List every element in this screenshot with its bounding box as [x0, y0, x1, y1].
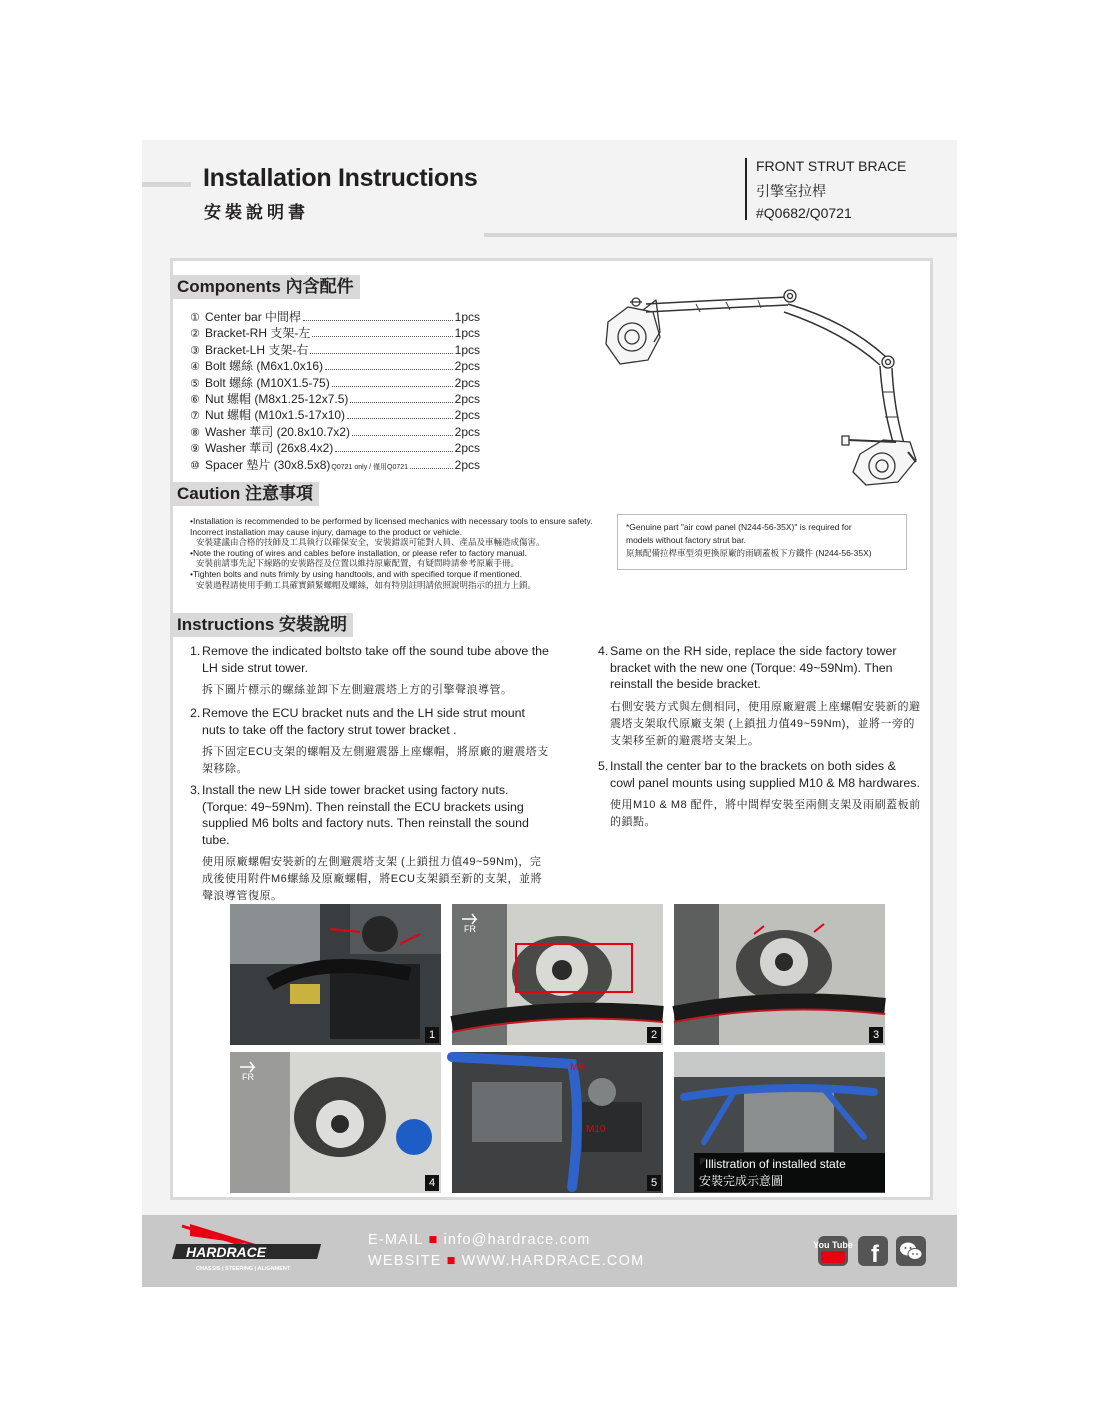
footer-email[interactable] [368, 1232, 591, 1248]
center-bar-diagonal [788, 304, 886, 357]
red-square: ■ [428, 1232, 439, 1248]
component-num: ① [190, 311, 200, 324]
step-zh: 拆下圖片標示的螺絲並卸下左側避震塔上方的引擎聲浪導管。 [202, 684, 513, 696]
title-english: Installation Instructions [203, 164, 478, 192]
component-num: ⑩ [190, 458, 200, 472]
website-value[interactable]: WWW.HARDRACE.COM [461, 1253, 645, 1269]
leader-dots [325, 368, 453, 370]
caution-zh: 安裝前請事先記下線路的安裝路徑及位置以維持原廠配置，有疑問時請參考原廠手冊。 [196, 558, 520, 569]
caution-item [190, 569, 605, 590]
facebook-icon[interactable] [858, 1236, 888, 1266]
step-zh: 使用M10 & M8 配件，將中間桿安裝至兩側支架及雨刷蓋板前的鎖點。 [610, 799, 921, 828]
hardrace-logo [172, 1222, 332, 1276]
component-name: Bolt 螺絲 (M10X1.5-75) [205, 375, 330, 390]
header-rule-right [484, 233, 957, 237]
component-item [190, 324, 480, 340]
component-qty: 2pcs [454, 424, 480, 439]
component-name: Bolt 螺絲 (M6x1.0x16) [205, 359, 324, 374]
photo-step-2 [452, 904, 663, 1045]
leader-dots [347, 417, 453, 419]
leader-dots [350, 401, 452, 403]
component-item [190, 374, 480, 390]
leader-dots [303, 319, 453, 321]
fr-label: FR [242, 1072, 254, 1082]
left-bracket-plate [606, 307, 660, 364]
caution-item [190, 516, 605, 548]
brand-text: HARDRACE [186, 1244, 267, 1260]
caution-zh: 安裝過程請使用手動工具確實鎖緊螺帽及螺絲，如有特別註明請依照說明指示的扭力上鎖。 [196, 579, 537, 590]
caution-heading: Caution 注意事項 [173, 482, 319, 506]
instruction-step-5 [598, 758, 923, 831]
caption-zh: 安裝完成示意圖 [699, 1174, 784, 1188]
component-qty: 1pcs [454, 310, 480, 324]
instruction-step-4 [598, 643, 923, 750]
component-name: Bracket-RH 支架-左 [205, 326, 311, 341]
instruction-step-2 [190, 705, 550, 778]
step-num: 4. [598, 644, 609, 658]
red-square: ■ [446, 1253, 457, 1269]
step-zh: 使用原廠螺帽安裝新的左側避震塔支架 (上鎖扭力值49~59Nm)，完成後使用附件M6螺絲及原廠螺帽，將ECU支架鎖至新的支架，並將聲浪導管復原。 [202, 856, 543, 902]
youtube-icon[interactable] [813, 1236, 853, 1266]
step-zh: 右側安裝方式與左側相同，使用原廠避震上座螺帽安裝新的避震塔支架取代原廠支架 (上鎖扭力值49~59Nm)，並將一旁的支架移至新的避震塔支架上。 [610, 700, 921, 747]
component-name: Washer 華司 (26x8.4x2) [205, 441, 334, 456]
step-en: Install the new LH side tower bracket using factory nuts. (Torque: 49~59Nm). Then reinstall the ECU brackets using supplied M6 bolts and factory nuts. Then reinstall the sound tube. [202, 783, 529, 847]
component-num: ⑥ [190, 392, 200, 406]
step-num: 5. [598, 759, 609, 773]
component-name: Nut 螺帽 (M10x1.5-17x10) [205, 408, 346, 423]
component-num: ② [190, 327, 200, 341]
component-name: Nut 螺帽 (M8x1.25-12x7.5) [205, 391, 349, 406]
component-qty: 2pcs [454, 408, 480, 423]
component-name: Bracket-LH 支架-右 [205, 342, 309, 357]
component-num: ③ [190, 343, 200, 357]
component-qty: 1pcs [454, 342, 480, 357]
note-line: models without factory strut bar. [626, 535, 746, 545]
photo-step-4 [230, 1052, 441, 1193]
leader-dots [310, 352, 452, 354]
svg-text:f: f [871, 1241, 879, 1268]
header-rule-left [142, 182, 191, 187]
photo-number: 1 [425, 1027, 439, 1043]
component-num: ⑤ [190, 376, 200, 390]
component-item [190, 390, 480, 406]
step-en: Remove the ECU bracket nuts and the LH side strut mount nuts to take off the factory strut tower bracket . [202, 706, 526, 737]
leader-dots [332, 385, 453, 387]
caution-en: •Note the routing of wires and cables before installation, or please refer to factory manual. [190, 547, 528, 558]
product-divider [745, 158, 747, 220]
fr-label: FR [464, 924, 476, 934]
component-name: Washer 華司 (20.8x10.7x2) [205, 424, 350, 439]
component-qty: 2pcs [454, 359, 480, 374]
wechat-icon[interactable] [896, 1236, 926, 1266]
component-item [190, 341, 480, 357]
caution-item [190, 548, 605, 569]
component-item [190, 423, 480, 439]
component-item [190, 439, 480, 455]
step-en: Remove the indicated boltsto take off the sound tube above the LH side strut tower. [202, 644, 549, 675]
genuine-part-note [617, 514, 907, 570]
component-name: Spacer 墊片 (30x8.5x8) [205, 457, 331, 472]
component-item [190, 406, 480, 422]
leader-dots [410, 467, 453, 469]
caution-en: •Installation is recommended to be performed by licensed mechanics with necessary tools to ensure safety. Incorrect installation may cause injury, damage to the product or vehicle. [190, 516, 593, 537]
step-num: 1. [190, 644, 201, 658]
photo-step-1 [230, 904, 441, 1045]
footer-website[interactable] [368, 1253, 644, 1269]
component-qty: 2pcs [454, 441, 480, 456]
step-en: Install the center bar to the brackets on both sides & cowl panel mounts using supplied M10 & M8 hardwares. [610, 759, 920, 790]
center-bar-upper [646, 297, 788, 304]
note-line: *Genuine part "air cowl panel (N244-56-35X)" is required for [626, 522, 852, 532]
photo-step-5 [452, 1052, 663, 1193]
product-name-zh: 引擎室拉桿 [756, 183, 826, 199]
step-num: 3. [190, 783, 201, 797]
photo-number: 5 [647, 1175, 661, 1191]
center-bar-leg [880, 366, 896, 452]
step-num: 2. [190, 706, 201, 720]
strut-brace-diagram [598, 282, 918, 497]
leader-dots [335, 450, 452, 452]
instruction-step-3 [190, 782, 550, 905]
photo-number: 3 [869, 1027, 883, 1043]
component-qty: 2pcs [454, 375, 480, 390]
component-num: ④ [190, 360, 200, 374]
instructions-heading: Instructions 安裝說明 [173, 613, 353, 637]
component-num: ⑧ [190, 425, 200, 439]
photo-step-3 [674, 904, 885, 1045]
title-chinese: 安裝說明書 [204, 203, 309, 223]
caution-list [190, 516, 605, 590]
caution-zh: 安裝建議由合格的技師及工具執行以確保安全，安裝錯誤可能對人員、產品及車輛造成傷害。 [196, 537, 545, 548]
component-qty: 2pcs [454, 457, 480, 472]
component-name: Center bar 中間桿 [205, 310, 302, 324]
leader-dots [352, 434, 453, 436]
email-label: E-MAIL [368, 1232, 424, 1248]
photo-number: 2 [647, 1027, 661, 1043]
m8-label: M8 [570, 1062, 584, 1073]
instruction-step-1 [190, 643, 550, 699]
product-name-en: FRONT STRUT BRACE [756, 158, 907, 174]
component-num: ⑦ [190, 409, 200, 423]
component-num: ⑨ [190, 442, 200, 456]
leader-dots [312, 335, 452, 337]
component-note: Q0721 only / 僅用Q0721 [331, 463, 409, 471]
caution-en: •Tighten bolts and nuts frimly by using handtools, and with specified torque if mentioned. [190, 568, 522, 579]
m10-label: M10 [586, 1124, 606, 1135]
caption-en: Illistration of installed state [705, 1157, 846, 1171]
component-item [190, 456, 480, 472]
part-number: #Q0682/Q0721 [756, 205, 852, 221]
component-item [190, 308, 480, 324]
components-list [190, 308, 480, 472]
component-item [190, 357, 480, 373]
website-label: WEBSITE [368, 1253, 442, 1269]
component-qty: 1pcs [454, 326, 480, 341]
svg-text:You Tube: You Tube [813, 1240, 853, 1250]
photo-number: 4 [425, 1175, 439, 1191]
note-line: 原無配備拉桿車型須更換原廠的雨刷蓋板下方鐵件 (N244-56-35X) [626, 548, 872, 558]
email-value[interactable]: info@hardrace.com [443, 1232, 591, 1248]
step-en: Same on the RH side, replace the side factory tower bracket with the new one (Torque: 49~59Nm). Then reinstall the beside bracket. [610, 644, 897, 691]
brand-tagline: CHASSIS | STEERING | ALIGNMENT [196, 1266, 291, 1272]
component-qty: 2pcs [454, 391, 480, 406]
installed-caption [694, 1153, 885, 1192]
components-heading: Components 內含配件 [173, 275, 360, 299]
step-zh: 拆下固定ECU支架的螺帽及左側避震器上座螺帽，將原廠的避震塔支架移除。 [202, 746, 549, 775]
